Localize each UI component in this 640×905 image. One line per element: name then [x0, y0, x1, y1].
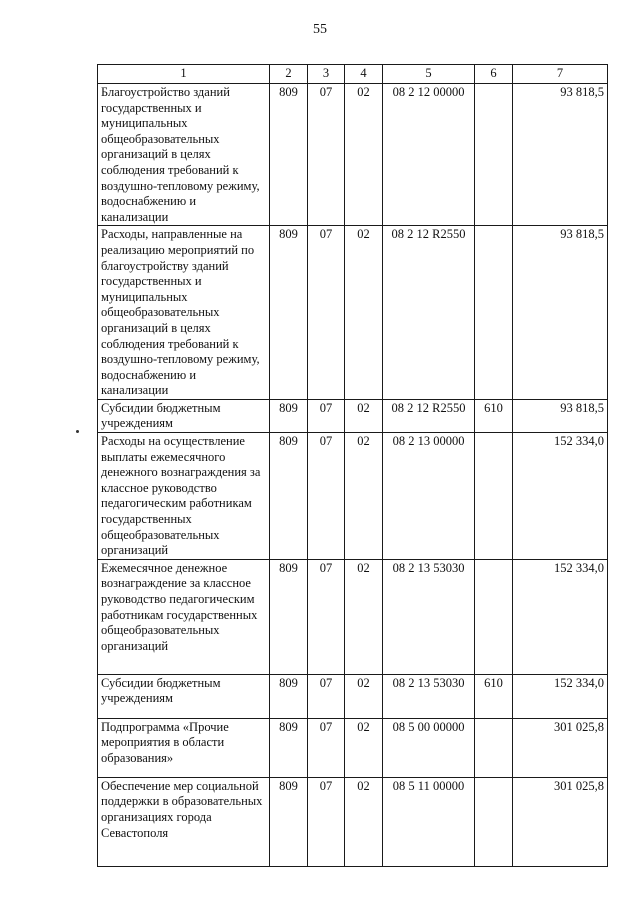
section-code: 07 [308, 718, 345, 777]
ministry-code: 809 [270, 777, 308, 866]
table-row [98, 226, 608, 400]
expense-type-code: 610 [475, 674, 513, 718]
amount: 301 025,8 [513, 718, 608, 777]
table-row [98, 674, 608, 718]
budget-table [97, 64, 608, 867]
target-article-code: 08 2 12 00000 [383, 84, 475, 226]
subsection-code: 02 [345, 777, 383, 866]
subsection-code: 02 [345, 84, 383, 226]
subsection-code: 02 [345, 433, 383, 560]
ministry-code: 809 [270, 226, 308, 400]
table-row [98, 777, 608, 866]
table-row [98, 84, 608, 226]
amount: 301 025,8 [513, 777, 608, 866]
section-code: 07 [308, 433, 345, 560]
target-article-code: 08 2 13 53030 [383, 674, 475, 718]
item-name: Расходы, направленные на реализацию мероприятий по благоустройству зданий государственных и муниципальных общеобразовательных организаций в целях соблюдения требований к воздушно-тепловому режиму, водоснабжению и канализации [98, 226, 270, 400]
section-code: 07 [308, 674, 345, 718]
section-code: 07 [308, 84, 345, 226]
amount: 93 818,5 [513, 226, 608, 400]
target-article-code: 08 5 11 00000 [383, 777, 475, 866]
section-code: 07 [308, 777, 345, 866]
expense-type-code: 610 [475, 399, 513, 432]
expense-type-code [475, 559, 513, 674]
item-name: Ежемесячное денежное вознаграждение за классное руководство педагогическим работникам государственных общеобразовательных организаций [98, 559, 270, 674]
ministry-code: 809 [270, 674, 308, 718]
expense-type-code [475, 226, 513, 400]
margin-dot [76, 430, 79, 433]
item-name: Благоустройство зданий государственных и муниципальных общеобразовательных организаций в целях соблюдения требований к воздушно-тепловому режиму, водоснабжению и канализации [98, 84, 270, 226]
amount: 152 334,0 [513, 559, 608, 674]
table-row [98, 718, 608, 777]
subsection-code: 02 [345, 674, 383, 718]
subsection-code: 02 [345, 226, 383, 400]
header-cell: 1 [98, 65, 270, 84]
target-article-code: 08 5 00 00000 [383, 718, 475, 777]
section-code: 07 [308, 559, 345, 674]
expense-type-code [475, 433, 513, 560]
item-name: Субсидии бюджетным учреждениям [98, 399, 270, 432]
item-name: Субсидии бюджетным учреждениям [98, 674, 270, 718]
section-code: 07 [308, 226, 345, 400]
amount: 152 334,0 [513, 674, 608, 718]
section-code: 07 [308, 399, 345, 432]
ministry-code: 809 [270, 718, 308, 777]
header-cell: 6 [475, 65, 513, 84]
table-row [98, 399, 608, 432]
table-header-row [98, 65, 608, 84]
header-cell: 2 [270, 65, 308, 84]
ministry-code: 809 [270, 84, 308, 226]
subsection-code: 02 [345, 399, 383, 432]
header-cell: 4 [345, 65, 383, 84]
amount: 93 818,5 [513, 399, 608, 432]
ministry-code: 809 [270, 399, 308, 432]
expense-type-code [475, 84, 513, 226]
page-number: 55 [313, 22, 327, 37]
item-name: Обеспечение мер социальной поддержки в образовательных организациях города Севастополя [98, 777, 270, 866]
expense-type-code [475, 718, 513, 777]
target-article-code: 08 2 12 R2550 [383, 226, 475, 400]
ministry-code: 809 [270, 559, 308, 674]
amount: 93 818,5 [513, 84, 608, 226]
subsection-code: 02 [345, 718, 383, 777]
target-article-code: 08 2 12 R2550 [383, 399, 475, 432]
target-article-code: 08 2 13 00000 [383, 433, 475, 560]
target-article-code: 08 2 13 53030 [383, 559, 475, 674]
subsection-code: 02 [345, 559, 383, 674]
amount: 152 334,0 [513, 433, 608, 560]
header-cell: 5 [383, 65, 475, 84]
table-row [98, 559, 608, 674]
expense-type-code [475, 777, 513, 866]
header-cell: 7 [513, 65, 608, 84]
item-name: Подпрограмма «Прочие мероприятия в области образования» [98, 718, 270, 777]
ministry-code: 809 [270, 433, 308, 560]
header-cell: 3 [308, 65, 345, 84]
item-name: Расходы на осуществление выплаты ежемесячного денежного вознаграждения за классное руководство педагогическим работникам государственных общеобразовательных организаций [98, 433, 270, 560]
table-row [98, 433, 608, 560]
